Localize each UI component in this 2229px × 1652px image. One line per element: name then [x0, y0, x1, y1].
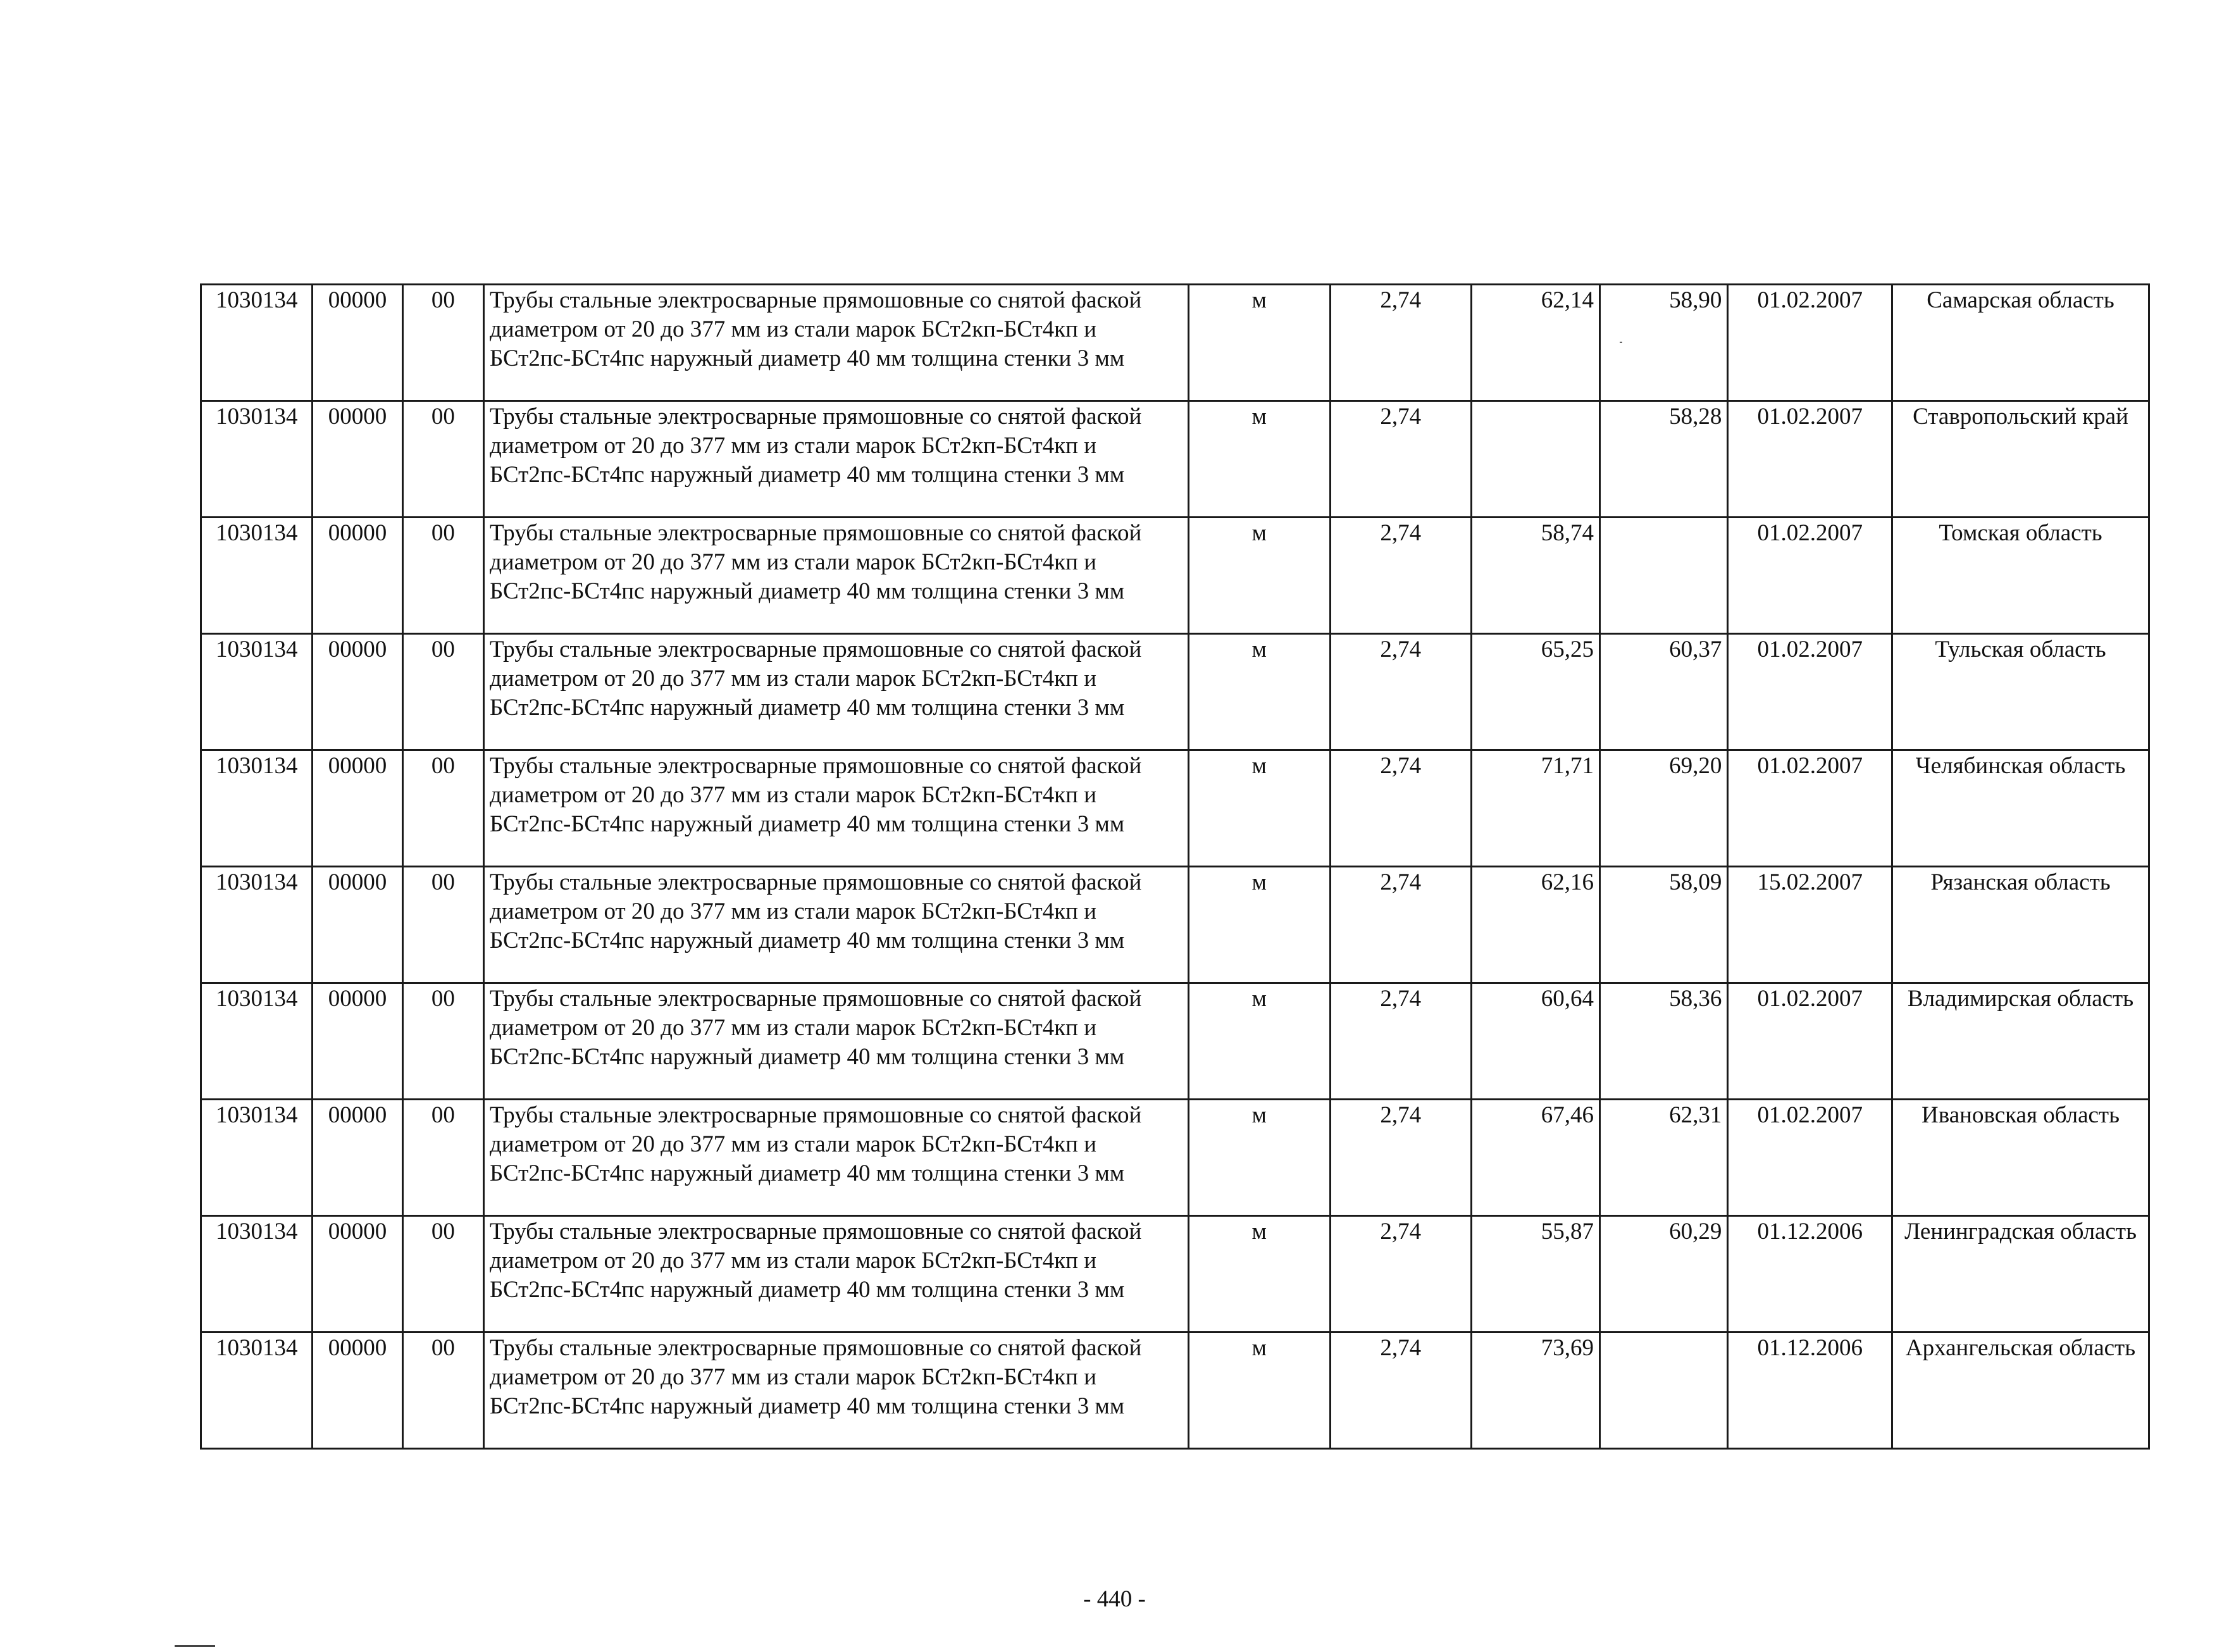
resource-code: 1030134 [201, 401, 313, 518]
resource-subcode: 00000 [313, 285, 402, 401]
price-date: 01.02.2007 [1728, 285, 1892, 401]
region: Самарская область [1892, 285, 2149, 401]
table-row [201, 518, 2149, 634]
resource-code: 1030134 [201, 518, 313, 634]
scan-speck [1620, 342, 1622, 343]
coefficient: 2,74 [1331, 750, 1472, 867]
resource-code: 1030134 [201, 983, 313, 1100]
price-date: 01.02.2007 [1728, 983, 1892, 1100]
price-date: 01.12.2006 [1728, 1332, 1892, 1449]
resource-description: Трубы стальные электросварные прямошовные со снятой фаской диаметром от 20 до 377 мм из стали марок БСт2кп-БСт4кп и БСт2пс-БСт4пс наружный диаметр 40 мм толщина стенки 3 мм [483, 867, 1188, 983]
price-date: 01.02.2007 [1728, 634, 1892, 750]
price-previous: 62,31 [1599, 1100, 1727, 1216]
coefficient: 2,74 [1331, 518, 1472, 634]
price-current: 65,25 [1471, 634, 1599, 750]
region: Рязанская область [1892, 867, 2149, 983]
price-previous [1599, 518, 1727, 634]
resource-subcode: 00000 [313, 1100, 402, 1216]
unit-of-measure: м [1188, 285, 1331, 401]
price-date: 01.02.2007 [1728, 750, 1892, 867]
coefficient: 2,74 [1331, 634, 1472, 750]
table-row [201, 285, 2149, 401]
price-current: 71,71 [1471, 750, 1599, 867]
resource-subcode: 00000 [313, 401, 402, 518]
resource-description: Трубы стальные электросварные прямошовные со снятой фаской диаметром от 20 до 377 мм из стали марок БСт2кп-БСт4кп и БСт2пс-БСт4пс наружный диаметр 40 мм толщина стенки 3 мм [483, 983, 1188, 1100]
resource-description: Трубы стальные электросварные прямошовные со снятой фаской диаметром от 20 до 377 мм из стали марок БСт2кп-БСт4кп и БСт2пс-БСт4пс наружный диаметр 40 мм толщина стенки 3 мм [483, 1216, 1188, 1332]
resource-code: 1030134 [201, 750, 313, 867]
region: Тульская область [1892, 634, 2149, 750]
price-previous: 60,29 [1599, 1216, 1727, 1332]
price-previous: 69,20 [1599, 750, 1727, 867]
price-current: 55,87 [1471, 1216, 1599, 1332]
resource-description: Трубы стальные электросварные прямошовные со снятой фаской диаметром от 20 до 377 мм из стали марок БСт2кп-БСт4кп и БСт2пс-БСт4пс наружный диаметр 40 мм толщина стенки 3 мм [483, 401, 1188, 518]
table-row [201, 867, 2149, 983]
coefficient: 2,74 [1331, 285, 1472, 401]
resource-code: 1030134 [201, 1100, 313, 1216]
resource-suffix: 00 [402, 401, 483, 518]
resource-subcode: 00000 [313, 518, 402, 634]
resource-subcode: 00000 [313, 634, 402, 750]
region: Томская область [1892, 518, 2149, 634]
unit-of-measure: м [1188, 1100, 1331, 1216]
price-previous: 60,37 [1599, 634, 1727, 750]
price-previous: 58,36 [1599, 983, 1727, 1100]
resource-suffix: 00 [402, 1100, 483, 1216]
price-current: 73,69 [1471, 1332, 1599, 1449]
resource-suffix: 00 [402, 750, 483, 867]
unit-of-measure: м [1188, 518, 1331, 634]
resource-suffix: 00 [402, 634, 483, 750]
table-row [201, 983, 2149, 1100]
region: Ивановская область [1892, 1100, 2149, 1216]
resource-code: 1030134 [201, 634, 313, 750]
price-date: 01.02.2007 [1728, 401, 1892, 518]
resource-code: 1030134 [201, 867, 313, 983]
table-row [201, 634, 2149, 750]
resource-description: Трубы стальные электросварные прямошовные со снятой фаской диаметром от 20 до 377 мм из стали марок БСт2кп-БСт4кп и БСт2пс-БСт4пс наружный диаметр 40 мм толщина стенки 3 мм [483, 634, 1188, 750]
unit-of-measure: м [1188, 401, 1331, 518]
resource-subcode: 00000 [313, 750, 402, 867]
resource-description: Трубы стальные электросварные прямошовные со снятой фаской диаметром от 20 до 377 мм из стали марок БСт2кп-БСт4кп и БСт2пс-БСт4пс наружный диаметр 40 мм толщина стенки 3 мм [483, 750, 1188, 867]
price-current: 60,64 [1471, 983, 1599, 1100]
resource-description: Трубы стальные электросварные прямошовные со снятой фаской диаметром от 20 до 377 мм из стали марок БСт2кп-БСт4кп и БСт2пс-БСт4пс наружный диаметр 40 мм толщина стенки 3 мм [483, 285, 1188, 401]
resource-subcode: 00000 [313, 1332, 402, 1449]
resource-description: Трубы стальные электросварные прямошовные со снятой фаской диаметром от 20 до 377 мм из стали марок БСт2кп-БСт4кп и БСт2пс-БСт4пс наружный диаметр 40 мм толщина стенки 3 мм [483, 1100, 1188, 1216]
unit-of-measure: м [1188, 634, 1331, 750]
price-previous: 58,28 [1599, 401, 1727, 518]
footer-rule [175, 1645, 215, 1647]
region: Ставропольский край [1892, 401, 2149, 518]
price-date: 01.02.2007 [1728, 1100, 1892, 1216]
region: Архангельская область [1892, 1332, 2149, 1449]
coefficient: 2,74 [1331, 401, 1472, 518]
price-current: 58,74 [1471, 518, 1599, 634]
coefficient: 2,74 [1331, 867, 1472, 983]
resource-suffix: 00 [402, 983, 483, 1100]
resource-suffix: 00 [402, 1332, 483, 1449]
price-current: 62,16 [1471, 867, 1599, 983]
table-row [201, 1216, 2149, 1332]
resource-subcode: 00000 [313, 983, 402, 1100]
resource-description: Трубы стальные электросварные прямошовные со снятой фаской диаметром от 20 до 377 мм из стали марок БСт2кп-БСт4кп и БСт2пс-БСт4пс наружный диаметр 40 мм толщина стенки 3 мм [483, 1332, 1188, 1449]
resource-suffix: 00 [402, 285, 483, 401]
unit-of-measure: м [1188, 1216, 1331, 1332]
table-row [201, 1100, 2149, 1216]
price-date: 01.02.2007 [1728, 518, 1892, 634]
unit-of-measure: м [1188, 867, 1331, 983]
price-previous [1599, 1332, 1727, 1449]
price-table [200, 283, 2150, 1450]
coefficient: 2,74 [1331, 1216, 1472, 1332]
region: Челябинская область [1892, 750, 2149, 867]
resource-description: Трубы стальные электросварные прямошовные со снятой фаской диаметром от 20 до 377 мм из стали марок БСт2кп-БСт4кп и БСт2пс-БСт4пс наружный диаметр 40 мм толщина стенки 3 мм [483, 518, 1188, 634]
coefficient: 2,74 [1331, 983, 1472, 1100]
resource-subcode: 00000 [313, 867, 402, 983]
resource-subcode: 00000 [313, 1216, 402, 1332]
resource-suffix: 00 [402, 867, 483, 983]
table-row [201, 401, 2149, 518]
resource-suffix: 00 [402, 518, 483, 634]
region: Владимирская область [1892, 983, 2149, 1100]
price-previous: 58,90 [1599, 285, 1727, 401]
region: Ленинградская область [1892, 1216, 2149, 1332]
coefficient: 2,74 [1331, 1100, 1472, 1216]
unit-of-measure: м [1188, 983, 1331, 1100]
price-current: 62,14 [1471, 285, 1599, 401]
table-row [201, 750, 2149, 867]
resource-suffix: 00 [402, 1216, 483, 1332]
resource-code: 1030134 [201, 1216, 313, 1332]
unit-of-measure: м [1188, 1332, 1331, 1449]
page-number: - 440 - [1083, 1586, 1146, 1612]
table-row [201, 1332, 2149, 1449]
price-date: 15.02.2007 [1728, 867, 1892, 983]
resource-code: 1030134 [201, 285, 313, 401]
price-current: 67,46 [1471, 1100, 1599, 1216]
price-current [1471, 401, 1599, 518]
unit-of-measure: м [1188, 750, 1331, 867]
price-date: 01.12.2006 [1728, 1216, 1892, 1332]
resource-code: 1030134 [201, 1332, 313, 1449]
price-previous: 58,09 [1599, 867, 1727, 983]
coefficient: 2,74 [1331, 1332, 1472, 1449]
